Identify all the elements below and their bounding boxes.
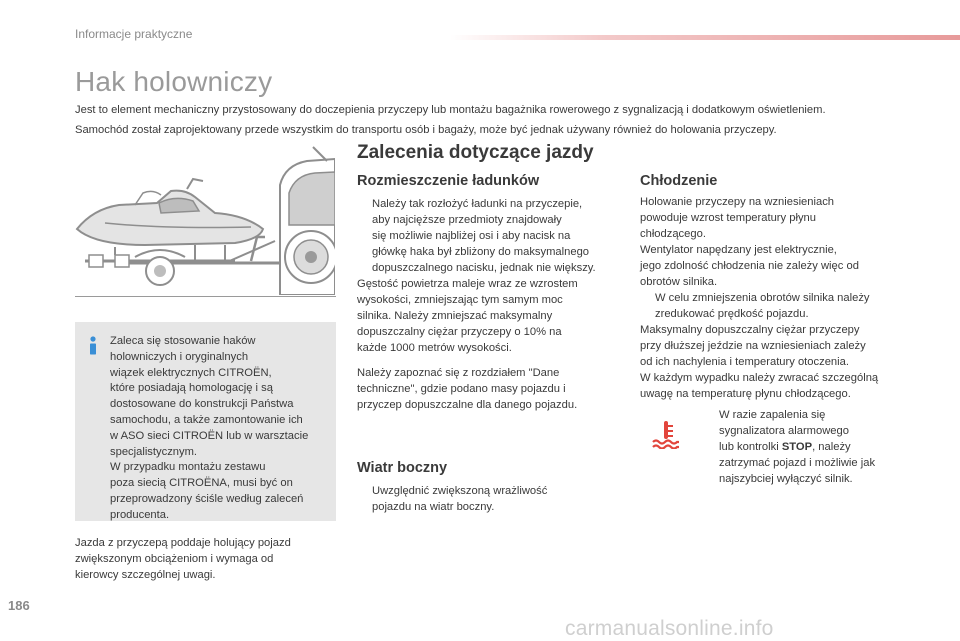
info-line: przeprowadzony ściśle według zaleceń xyxy=(110,492,304,505)
header-rule xyxy=(450,35,960,40)
max-weight-line: od ich nachylenia i temperatury otoczenia. xyxy=(640,356,849,368)
page-title: Hak holowniczy xyxy=(75,66,273,97)
max-weight-line: W każdym wypadku należy zwracać szczególną xyxy=(640,372,879,384)
stop-label: STOP xyxy=(781,441,813,453)
section-header: Informacje praktyczne xyxy=(75,27,193,41)
info-line: Zaleca się stosowanie haków xyxy=(110,335,256,347)
load-bullet xyxy=(357,196,632,276)
info-box-text xyxy=(110,334,332,524)
recommendations-heading: Zalecenia dotyczące jazdy xyxy=(357,142,594,163)
warning-line: najszybciej wyłączyć silnik. xyxy=(719,473,853,485)
altitude-line: dopuszczalny ciężar przyczepy o 10% na xyxy=(357,326,562,338)
cooling-bullet xyxy=(640,290,920,322)
info-line: specjalistycznym. xyxy=(110,445,198,458)
cooling-line: Wentylator napędzany jest elektrycznie, xyxy=(640,244,837,256)
load-heading: Rozmieszczenie ładunków xyxy=(357,173,540,189)
info-icon xyxy=(86,336,100,356)
load-bullet-line: główkę haka był zbliżony do maksymalnego xyxy=(372,246,590,258)
trailer-illustration xyxy=(75,145,335,295)
warning-section xyxy=(704,407,924,487)
load-bullet-line: się możliwie najbliżej osi i aby nacisk na xyxy=(372,230,571,242)
towing-note xyxy=(75,535,333,583)
max-weight-line: przy dłuższej jeździe na wzniesieniach zależy xyxy=(640,340,866,352)
max-weight-line: uwagę na temperaturę płynu chłodzącego. xyxy=(640,388,851,400)
tech-data-line: Należy zapoznać się z rozdziałem "Dane xyxy=(357,367,560,379)
warning-text: lub kontrolki xyxy=(719,441,782,453)
warning-text: , należy xyxy=(812,441,851,453)
load-bullet-line: aby najcięższe przedmioty znajdowały xyxy=(372,214,562,226)
wind-heading: Wiatr boczny xyxy=(357,460,448,476)
intro-line-1: Jest to element mechaniczny przystosowany do doczepienia przyczepy lub montażu bagażnika rowerowego z sygnalizacją i dodatkowym oświetleniem. xyxy=(75,104,826,116)
load-bullet-line: dopuszczalnego nacisku, jednak nie większy. xyxy=(372,262,596,274)
altitude-line: wysokości, zmniejszając tym samym moc xyxy=(357,294,563,306)
info-line: holowniczych i oryginalnych xyxy=(110,350,249,363)
info-line: W przypadku montażu zestawu xyxy=(110,461,266,474)
warning-line: zatrzymać pojazd i możliwie jak xyxy=(719,457,876,469)
warning-line: sygnalizatora alarmowego xyxy=(719,425,849,437)
warning-line xyxy=(719,439,924,455)
load-section xyxy=(357,196,632,413)
towing-note-line: kierowcy szczególnej uwagi. xyxy=(75,569,216,581)
coolant-temperature-icon xyxy=(651,419,681,449)
altitude-line: Gęstość powietrza maleje wraz ze wzrostem xyxy=(357,278,578,290)
altitude-line: każde 1000 metrów wysokości. xyxy=(357,342,512,354)
info-line: samochodu, a także zamontowanie ich xyxy=(110,413,303,426)
tech-data-line: techniczne", gdzie podano masy pojazdu i xyxy=(357,383,566,395)
cooling-line: powoduje wzrost temperatury płynu xyxy=(640,212,816,224)
tech-data-line: przyczep dopuszczalne dla danego pojazdu. xyxy=(357,399,578,411)
wind-bullet-line: pojazdu na wiatr boczny. xyxy=(372,501,495,513)
wind-bullet xyxy=(357,483,632,515)
wind-bullet-line: Uwzględnić zwiększoną wrażliwość xyxy=(372,485,548,497)
watermark: carmanualsonline.info xyxy=(565,617,774,640)
info-line: w ASO sieci CITROËN lub w warsztacie xyxy=(110,429,309,442)
info-line: które posiadają homologację i są xyxy=(110,382,273,395)
load-bullet-line: Należy tak rozłożyć ładunki na przyczepie, xyxy=(372,198,583,210)
cooling-bullet-line: W celu zmniejszenia obrotów silnika należy xyxy=(655,292,870,304)
info-line: producenta. xyxy=(110,508,170,521)
page-number: 186 xyxy=(8,598,30,613)
info-line: dostosowane do konstrukcji Państwa xyxy=(110,398,294,411)
cooling-section xyxy=(640,194,920,402)
max-weight-line: Maksymalny dopuszczalny ciężar przyczepy xyxy=(640,324,860,336)
wind-section xyxy=(357,483,632,515)
altitude-line: silnika. Należy zmniejszać maksymalny xyxy=(357,310,553,322)
intro-line-2: Samochód został zaprojektowany przede wszystkim do transportu osób i bagaży, może być jednak używany również do holowania przyczepy. xyxy=(75,124,777,136)
illustration-divider xyxy=(75,296,336,297)
cooling-line: jego zdolność chłodzenia nie zależy więc od xyxy=(640,260,859,272)
towing-note-line: zwiększonym obciążeniom i wymaga od xyxy=(75,553,274,565)
warning-line: W razie zapalenia się xyxy=(719,409,826,421)
cooling-bullet-line: zredukować prędkość pojazdu. xyxy=(655,308,809,320)
cooling-line: Holowanie przyczepy na wzniesieniach xyxy=(640,196,835,208)
cooling-line: chłodzącego. xyxy=(640,228,706,240)
info-line: wiązek elektrycznych CITROËN, xyxy=(110,366,272,379)
cooling-line: obrotów silnika. xyxy=(640,276,718,288)
warning-bullet xyxy=(704,407,924,487)
towing-note-line: Jazda z przyczepą poddaje holujący pojazd xyxy=(75,537,291,549)
cooling-heading: Chłodzenie xyxy=(640,173,718,189)
info-line: poza siecią CITROËNA, musi być on xyxy=(110,477,293,490)
